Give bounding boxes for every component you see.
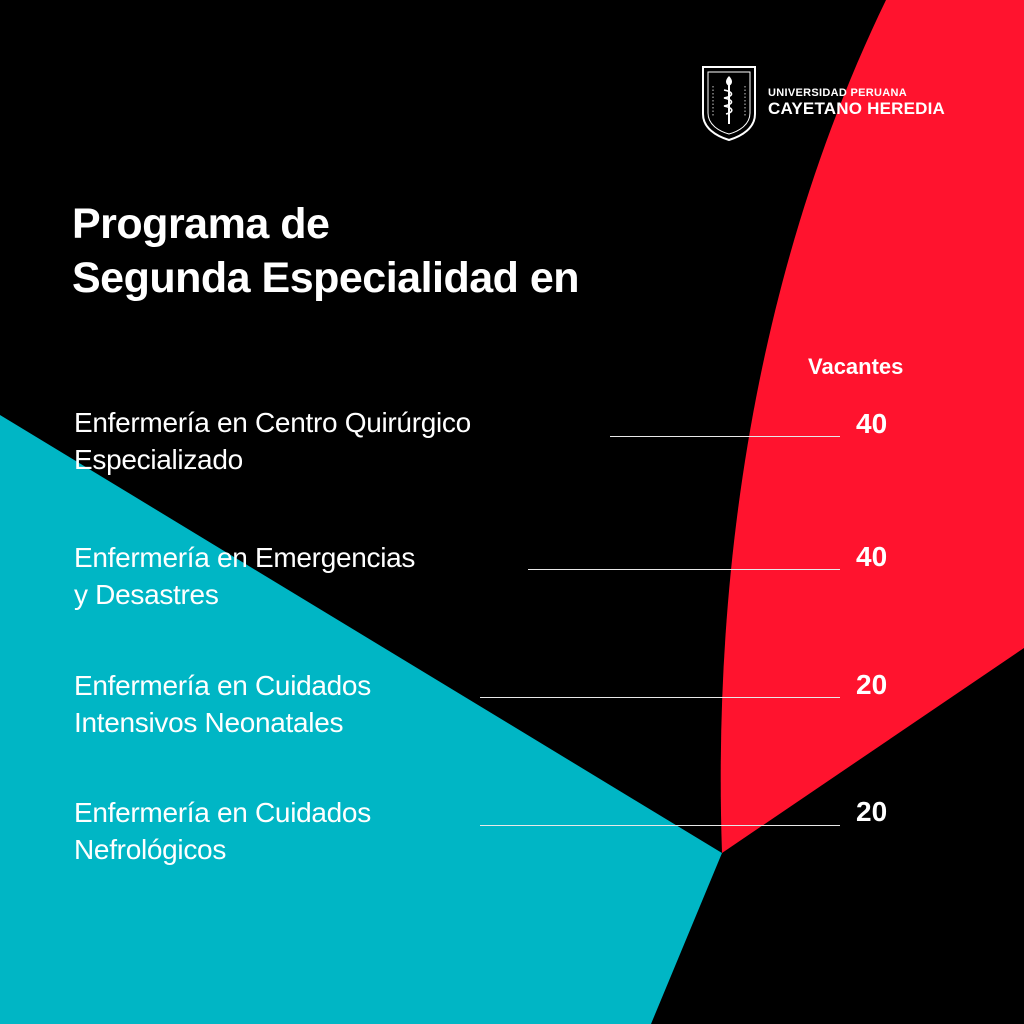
leader-line [528, 569, 840, 570]
program-item [74, 667, 371, 741]
program-name-line-2: Nefrológicos [74, 834, 227, 866]
vacancies-count: 20 [856, 796, 888, 827]
program-item [74, 404, 471, 478]
page-title [72, 198, 579, 306]
logo-university-label: UNIVERSIDAD PERUANA [768, 87, 907, 100]
vacancies-count: 20 [856, 669, 888, 700]
program-name-line-1: Enfermería en Cuidados [74, 670, 371, 701]
program-name-line-2: Intensivos Neonatales [74, 707, 344, 739]
program-name-line-2: y Desastres [74, 579, 219, 611]
program-item [74, 794, 371, 868]
leader-line [480, 697, 840, 698]
title-line-1: Programa de [72, 200, 330, 248]
program-name-line-1: Enfermería en Emergencias [74, 542, 416, 573]
vacancies-count: 40 [856, 541, 888, 572]
program-name-line-2: Especializado [74, 444, 243, 476]
vacancies-count: 40 [856, 408, 888, 439]
vacancies-header: Vacantes [808, 354, 904, 379]
university-logo [700, 64, 945, 142]
program-name-line-1: Enfermería en Cuidados [74, 797, 371, 828]
leader-line [610, 436, 840, 437]
program-name-line-1: Enfermería en Centro Quirúrgico [74, 407, 471, 438]
leader-line [480, 825, 840, 826]
title-line-2: Segunda Especialidad en [72, 253, 580, 302]
program-item [74, 539, 415, 613]
logo-university-name: CAYETANO HEREDIA [768, 98, 946, 118]
university-crest-icon [700, 64, 758, 142]
